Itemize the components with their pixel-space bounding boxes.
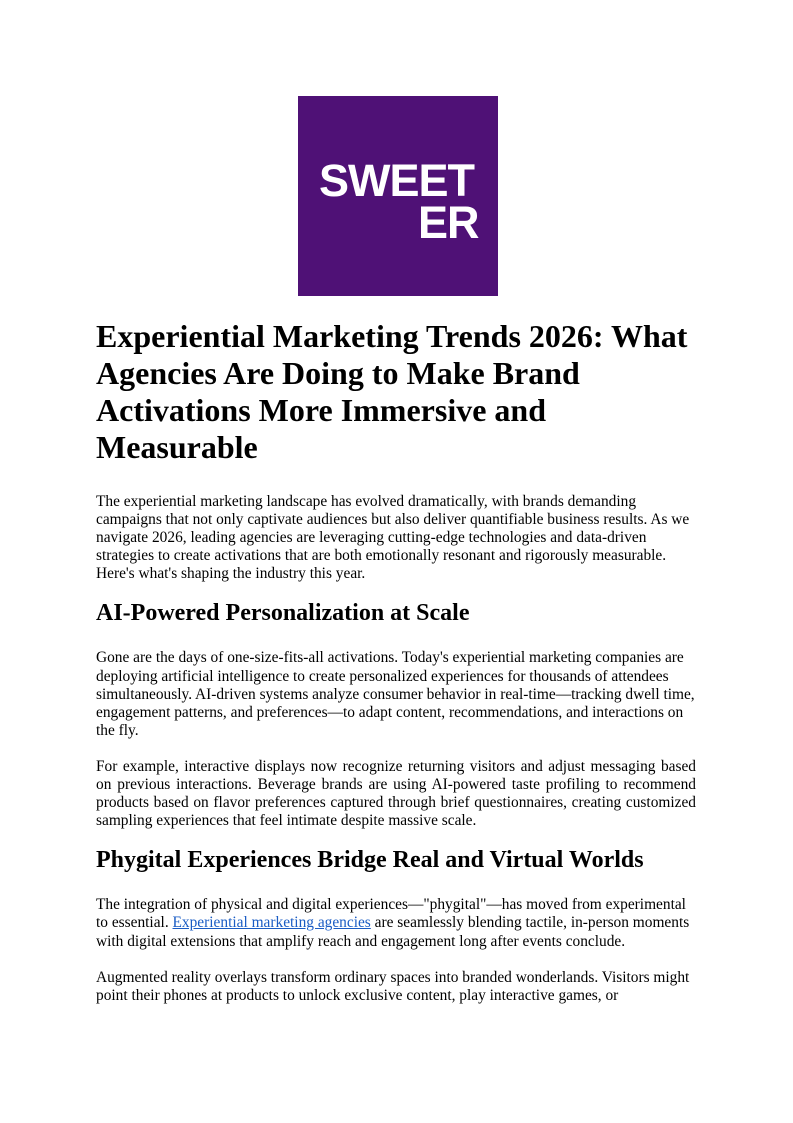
intro-paragraph: The experiential marketing landscape has evolved dramatically, with brands demanding campaigns that not only captivate audiences but also deliver quantifiable business results. As we navigate 2026, leading agencies are leveraging cutting-edge technologies and data-driven strategies to create activations that are both emotionally resonant and rigorously measurable. Here's what's shaping the industry this year.	[96, 493, 690, 583]
section-heading-phygital: Phygital Experiences Bridge Real and Virtual Worlds	[96, 847, 644, 874]
article-title: Experiential Marketing Trends 2026: What Agencies Are Doing to Make Brand Activations More Immersive and Measurable	[96, 318, 688, 465]
logo-text-line-1: SWEET	[319, 155, 475, 206]
experiential-agencies-link[interactable]: Experiential marketing agencies	[172, 914, 371, 932]
section2-paragraph-1	[96, 896, 696, 950]
logo-text-line-2: ER	[418, 197, 479, 248]
section2-paragraph-2: Augmented reality overlays transform ordinary spaces into branded wonderlands. Visitors might point their phones at products to unlock exclusive content, play interactive games, or	[96, 968, 690, 1004]
article-body	[96, 318, 696, 1005]
section2-p1-text-after: are seamlessly blending tactile, in-person moments with digital extensions that amplify reach and engagement long after events conclude.	[96, 914, 690, 950]
section-heading-ai-personalization: AI-Powered Personalization at Scale	[96, 600, 470, 627]
section1-paragraph-2: For example, interactive displays now recognize returning visitors and adjust messaging based on previous interactions. Beverage brands are using AI-powered taste profiling to recommend products based on flavor preferences captured through brief questionnaires, creating customized sampling experiences that feel intimate despite massive scale.	[96, 757, 696, 830]
sweeter-logo	[298, 96, 498, 296]
section1-paragraph-1: Gone are the days of one-size-fits-all activations. Today's experiential marketing companies are deploying artificial intelligence to create personalized experiences for thousands of attendees simultaneously. AI-driven systems analyze consumer behavior in real-time—tracking dwell time, engagement patterns, and preferences—to adapt content, recommendations, and interactions on the fly.	[96, 649, 695, 739]
section2-p1-text-before: The integration of physical and digital experiences—"phygital"—has moved from experimental to essential.	[96, 896, 686, 932]
